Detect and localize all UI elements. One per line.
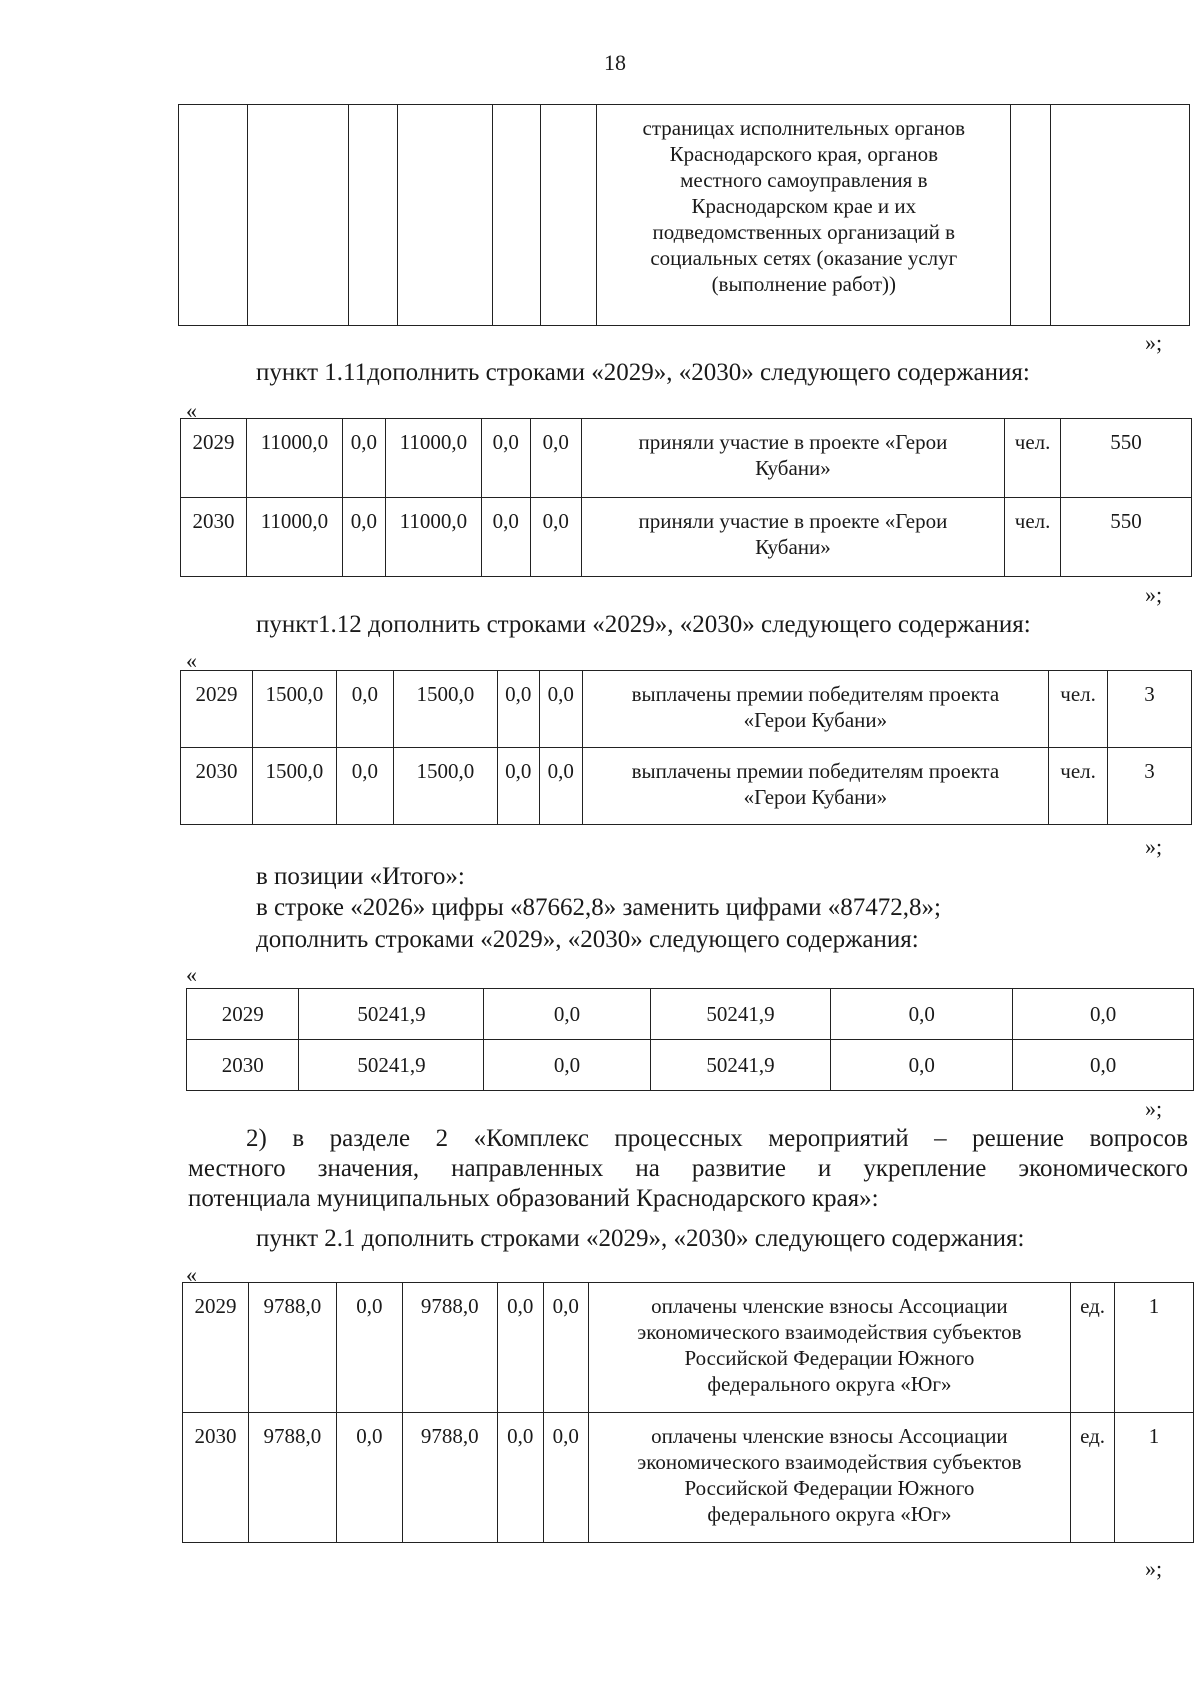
- text-line: оплачены членские взносы Ассоциации: [651, 1424, 1008, 1448]
- table-cell: 11000,0: [385, 498, 481, 577]
- paragraph-itogo-2: в строке «2026» цифры «87662,8» заменить цифрами «87472,8»;: [256, 894, 941, 921]
- year-cell: 2030: [181, 748, 253, 825]
- table-cell: [540, 105, 597, 326]
- paragraph-2-1: пункт 2.1 дополнить строками «2029», «2030» следующего содержания:: [256, 1225, 1025, 1252]
- text-line: социальных сетях (оказание услуг: [650, 246, 958, 270]
- unit-cell: чел.: [1049, 748, 1108, 825]
- text-line: (выполнение работ)): [711, 272, 897, 296]
- table-cell: 0,0: [336, 671, 393, 748]
- table-cell: 0,0: [342, 419, 385, 498]
- table-cell: 0,0: [530, 419, 581, 498]
- table-cell: 50241,9: [299, 989, 484, 1040]
- opening-quote: «: [186, 398, 197, 423]
- table-row: [187, 1040, 1194, 1091]
- text-line: 2) в разделе 2 «Комплекс процессных мероприятий – решение вопросов: [246, 1125, 1188, 1152]
- table-cell: 1500,0: [393, 748, 497, 825]
- table-cell: 0,0: [497, 1413, 543, 1543]
- closing-quote: »;: [1145, 834, 1163, 859]
- table-cell: 9788,0: [402, 1413, 497, 1543]
- year-cell: 2029: [183, 1283, 249, 1413]
- value-cell: 550: [1061, 419, 1192, 498]
- description-cell: [588, 1413, 1070, 1543]
- text-line: Российской Федерации Южного: [684, 1476, 975, 1500]
- table-cell: [348, 105, 397, 326]
- table-cell: 0,0: [1013, 1040, 1194, 1091]
- paragraph-1-12: пункт1.12 дополнить строками «2029», «2030» следующего содержания:: [256, 611, 1031, 638]
- table-cell: 1500,0: [393, 671, 497, 748]
- text-line: Кубани»: [755, 456, 831, 480]
- table-cell: 0,0: [484, 1040, 650, 1091]
- year-cell: 2029: [187, 989, 299, 1040]
- text-line: приняли участие в проекте «Герои: [638, 430, 948, 454]
- text-line: федерального округа «Юг»: [707, 1372, 952, 1396]
- table-cell: 0,0: [336, 1283, 402, 1413]
- paragraph-itogo-3: дополнить строками «2029», «2030» следующего содержания:: [256, 926, 919, 953]
- table-cell: 50241,9: [650, 1040, 831, 1091]
- table-cell: 9788,0: [248, 1413, 336, 1543]
- paragraph-itogo-1: в позиции «Итого»:: [256, 863, 465, 890]
- description-cell: [582, 748, 1048, 825]
- table-cell: 0,0: [481, 498, 530, 577]
- continuation-table: [178, 104, 1190, 326]
- table-itogo: [186, 988, 1194, 1091]
- text-line: «Герои Кубани»: [743, 708, 888, 732]
- year-cell: 2030: [183, 1413, 249, 1543]
- text-line: оплачены членские взносы Ассоциации: [651, 1294, 1008, 1318]
- table-row: [181, 671, 1192, 748]
- text-line: Российской Федерации Южного: [684, 1346, 975, 1370]
- table-row: [183, 1413, 1194, 1543]
- closing-quote: »;: [1145, 330, 1163, 355]
- unit-cell: чел.: [1049, 671, 1108, 748]
- closing-quote: »;: [1145, 582, 1163, 607]
- text-line: экономического взаимодействия субъектов: [637, 1320, 1022, 1344]
- year-cell: 2030: [187, 1040, 299, 1091]
- description-cell: [588, 1283, 1070, 1413]
- table-cell: 11000,0: [246, 419, 342, 498]
- description-cell: [597, 105, 1011, 326]
- table-cell: 0,0: [336, 1413, 402, 1543]
- closing-quote: »;: [1145, 1096, 1163, 1121]
- table-cell: [1051, 105, 1190, 326]
- opening-quote: «: [186, 1262, 197, 1287]
- table-2-1: [182, 1282, 1194, 1543]
- table-1-11: [180, 418, 1192, 577]
- table-cell: 0,0: [831, 989, 1013, 1040]
- unit-cell: чел.: [1005, 419, 1061, 498]
- description-cell: [581, 419, 1004, 498]
- value-cell: 3: [1108, 748, 1192, 825]
- table-cell: 0,0: [539, 748, 582, 825]
- text-line: приняли участие в проекте «Герои: [638, 509, 948, 533]
- text-line: Краснодарского края, органов: [669, 142, 938, 166]
- value-cell: 3: [1108, 671, 1192, 748]
- unit-cell: ед.: [1071, 1413, 1115, 1543]
- value-cell: 550: [1061, 498, 1192, 577]
- page-number: 18: [604, 50, 626, 75]
- table-cell: [397, 105, 492, 326]
- table-cell: 0,0: [497, 671, 539, 748]
- table-cell: 1500,0: [252, 748, 336, 825]
- table-cell: [1011, 105, 1051, 326]
- table-row: [181, 419, 1192, 498]
- table-cell: 50241,9: [299, 1040, 484, 1091]
- table-cell: 1500,0: [252, 671, 336, 748]
- text-line: страницах исполнительных органов: [642, 116, 966, 140]
- value-cell: 1: [1115, 1283, 1194, 1413]
- text-line: выплачены премии победителям проекта: [631, 759, 1000, 783]
- table-row: [187, 989, 1194, 1040]
- table-row: [183, 1283, 1194, 1413]
- text-line: экономического взаимодействия субъектов: [637, 1450, 1022, 1474]
- table-cell: 0,0: [342, 498, 385, 577]
- table-cell: 11000,0: [246, 498, 342, 577]
- text-line: Кубани»: [755, 535, 831, 559]
- closing-quote: »;: [1145, 1556, 1163, 1581]
- year-cell: 2029: [181, 671, 253, 748]
- unit-cell: ед.: [1071, 1283, 1115, 1413]
- table-row: [181, 748, 1192, 825]
- table-cell: 0,0: [497, 1283, 543, 1413]
- text-line: «Герои Кубани»: [743, 785, 888, 809]
- table-cell: [492, 105, 540, 326]
- table-cell: 11000,0: [385, 419, 481, 498]
- table-1-12: [180, 670, 1192, 825]
- table-cell: [247, 105, 348, 326]
- table-cell: 0,0: [530, 498, 581, 577]
- table-cell: 0,0: [1013, 989, 1194, 1040]
- table-cell: 0,0: [543, 1413, 588, 1543]
- text-line: федерального округа «Юг»: [707, 1502, 952, 1526]
- value-cell: 1: [1115, 1413, 1194, 1543]
- table-cell: 0,0: [481, 419, 530, 498]
- text-line: потенциала муниципальных образований Краснодарского края»:: [188, 1185, 879, 1212]
- text-line: выплачены премии победителям проекта: [631, 682, 1000, 706]
- table-cell: 0,0: [831, 1040, 1013, 1091]
- opening-quote: «: [186, 962, 197, 987]
- table-cell: [179, 105, 248, 326]
- text-line: местного самоуправления в: [680, 168, 928, 192]
- text-line: подведомственных организаций в: [652, 220, 956, 244]
- table-cell: 0,0: [484, 989, 650, 1040]
- table-cell: 0,0: [497, 748, 539, 825]
- year-cell: 2029: [181, 419, 247, 498]
- paragraph-section-2: [188, 1124, 1188, 1214]
- table-cell: 50241,9: [650, 989, 831, 1040]
- text-line: местного значения, направленных на развитие и укрепление экономического: [188, 1155, 1188, 1182]
- table-cell: 0,0: [543, 1283, 588, 1413]
- unit-cell: чел.: [1005, 498, 1061, 577]
- description-cell: [581, 498, 1004, 577]
- description-cell: [582, 671, 1048, 748]
- table-cell: 9788,0: [402, 1283, 497, 1413]
- year-cell: 2030: [181, 498, 247, 577]
- table-cell: 0,0: [539, 671, 582, 748]
- text-line: Краснодарском крае и их: [691, 194, 917, 218]
- table-cell: 9788,0: [248, 1283, 336, 1413]
- opening-quote: «: [186, 648, 197, 673]
- table-row: [179, 105, 1190, 326]
- paragraph-1-11: пункт 1.11дополнить строками «2029», «2030» следующего содержания:: [256, 359, 1030, 386]
- table-row: [181, 498, 1192, 577]
- table-cell: 0,0: [336, 748, 393, 825]
